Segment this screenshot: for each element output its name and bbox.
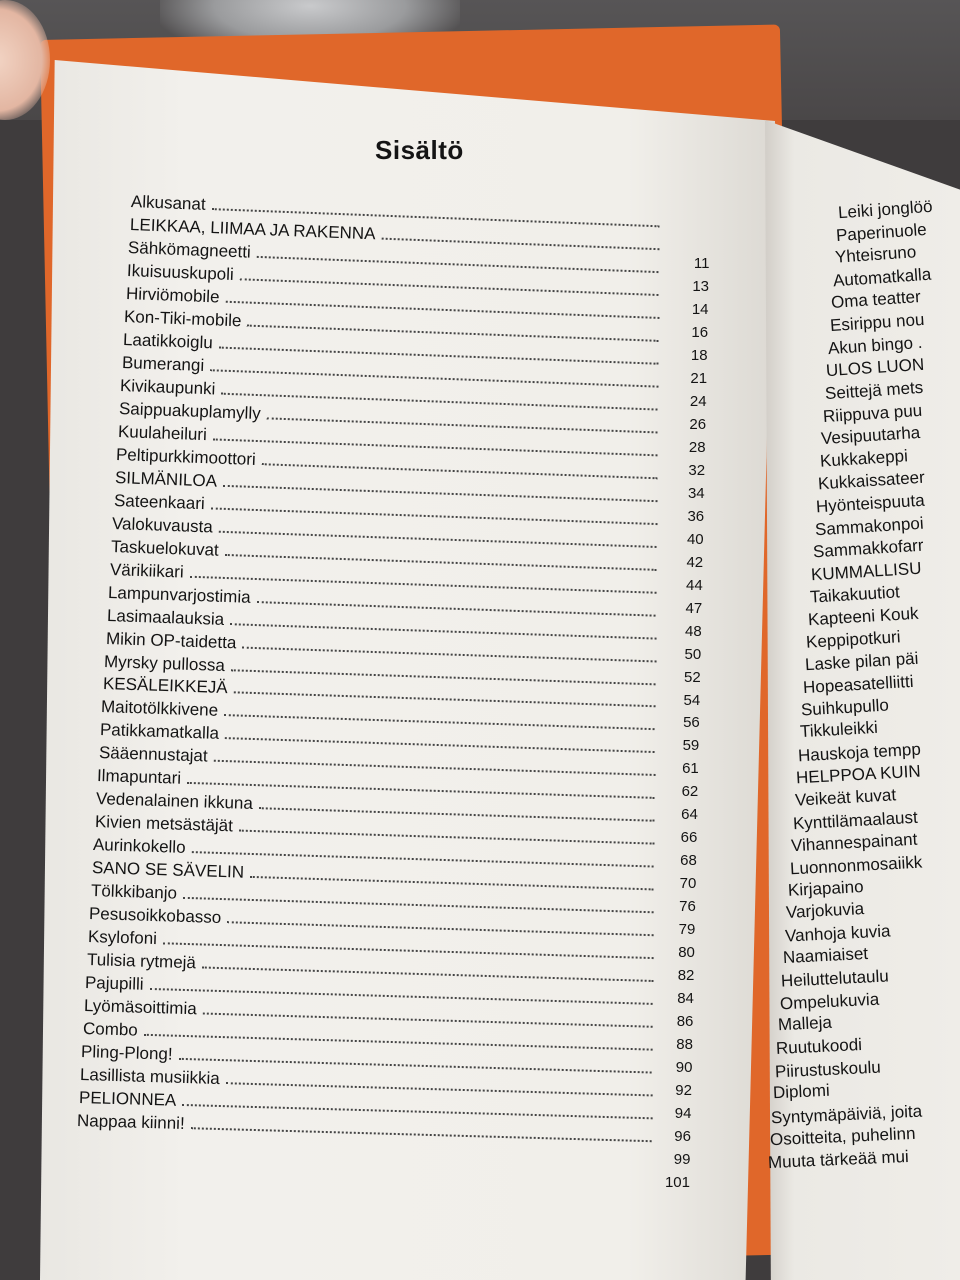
toc-entry-label: LEIKKAA, LIIMAA JA RAKENNA — [129, 214, 376, 244]
toc-page-number: 40 — [686, 530, 704, 548]
toc-entry-label: Combo — [82, 1019, 138, 1040]
right-toc-entry: Keppipotkuri — [805, 627, 902, 652]
toc-entry-label: Patikkamatkalla — [99, 720, 220, 744]
right-toc-entry: Varjokuvia — [785, 899, 865, 923]
right-toc-entry: Diplomi — [772, 1080, 831, 1103]
right-toc-entry: Hauskoja tempp — [797, 739, 922, 766]
toc-page-number: 66 — [680, 829, 698, 847]
toc-entry-label: Pesusoikkobasso — [89, 904, 222, 928]
toc-entry-label: Kon-Tiki-mobile — [123, 306, 243, 331]
right-toc-entry: Ompelukuvia — [779, 989, 880, 1014]
toc-page-number: 18 — [690, 346, 708, 364]
right-toc-entry: Yhteisruno — [834, 242, 917, 267]
toc-entry-label: Bumerangi — [121, 352, 205, 375]
right-toc-entry: Hyönteispuuta — [815, 490, 926, 517]
right-toc-entry: Vanhoja kuvia — [784, 921, 891, 946]
right-toc-entry: Riippuva puu — [822, 400, 923, 426]
right-toc-entry: Kirjapaino — [787, 876, 865, 900]
toc-page-number: 80 — [678, 944, 695, 962]
toc-page-number: 59 — [682, 737, 700, 755]
right-toc-entry: Naamiaiset — [782, 944, 869, 968]
right-toc-entry: Kynttilämaalaust — [792, 807, 919, 833]
right-toc-entry: Leiki jonglöö — [837, 196, 934, 223]
toc-entry-label: Sateenkaari — [113, 490, 205, 513]
toc-entry-label: Peltipurkkimoottori — [115, 444, 257, 469]
right-toc-entry: Akun bingo . — [827, 332, 924, 358]
right-toc-entry: Syntymäpäiviä, joita — [770, 1101, 923, 1128]
toc-entry-label: Tulisia rytmejä — [86, 950, 196, 973]
toc-page-number: 62 — [681, 783, 699, 801]
toc-page-number: 68 — [680, 852, 697, 870]
right-toc-entry: Esirippu nou — [829, 309, 925, 336]
toc-entry-label: Myrsky pullossa — [103, 651, 226, 675]
toc-entry-label: Tölkkibanjo — [90, 881, 178, 903]
right-toc-entry: ULOS LUON — [825, 355, 926, 381]
right-toc-entry: Taikakuutiot — [809, 581, 900, 607]
toc-entry-label: Ksylofoni — [87, 927, 158, 949]
toc-page-number: 92 — [675, 1082, 692, 1100]
toc-entry-label: Värikiikari — [109, 559, 184, 582]
toc-title: Sisältö — [375, 135, 464, 165]
toc-page-number: 11 — [693, 254, 710, 272]
toc-entry-label: Valokuvausta — [111, 513, 214, 537]
toc-entry-label: Lampunvarjostimia — [107, 582, 252, 607]
toc-page-number: 47 — [685, 599, 703, 617]
toc-page-number: 26 — [689, 415, 707, 433]
toc-page-number: 76 — [679, 898, 696, 916]
toc-page-number: 44 — [685, 576, 703, 594]
toc-entry-label: Pajupilli — [85, 973, 145, 994]
toc-entry-label: Maitotölkkivene — [101, 697, 219, 721]
right-toc-entry: Ruutukoodi — [775, 1034, 863, 1058]
toc-page-number: 48 — [685, 622, 702, 640]
toc-entry-label: SILMÄNILOA — [114, 467, 218, 491]
toc-entry-label: Sähkömagneetti — [127, 237, 252, 262]
right-toc-entry: Paperinuole — [835, 219, 928, 245]
toc-page-number: 94 — [674, 1105, 692, 1123]
right-toc-entry: Malleja — [777, 1013, 833, 1035]
right-toc-entry: Kukkakeppi — [819, 446, 909, 471]
toc-page-number: 79 — [678, 921, 696, 939]
right-toc-entry: Vesipuutarha — [820, 423, 922, 449]
toc-page-number: 54 — [683, 691, 701, 709]
right-toc-entry: HELPPOA KUIN — [795, 762, 922, 788]
toc-entry-label: Saippuakuplamylly — [118, 398, 261, 423]
right-toc-entry: Oma teatter — [830, 287, 922, 313]
toc-entry-label: Kivien metsästäjät — [94, 812, 233, 836]
toc-page-number: 14 — [691, 300, 709, 318]
toc-entry-label: Aurinkokello — [93, 835, 187, 858]
right-toc-entry: Automatkalla — [832, 264, 932, 291]
right-toc-entry: Sammakonpoi — [814, 513, 924, 539]
toc-entry-label: Pling-Plong! — [81, 1042, 174, 1064]
right-toc-entry: Seittejä mets — [824, 377, 924, 404]
toc-entry-label: Lasillista musiikkia — [79, 1065, 221, 1089]
toc-page-number: 24 — [689, 392, 707, 410]
right-toc-entry: Hopeasatelliitti — [802, 671, 914, 698]
toc-page-number: 64 — [681, 806, 698, 824]
toc-page-number: 101 — [664, 1174, 690, 1191]
toc-page-number: 28 — [688, 438, 706, 456]
toc-page-number: 42 — [686, 553, 704, 571]
right-toc-entry: Piirustuskoulu — [774, 1057, 881, 1081]
right-toc-entry: Kapteeni Kouk — [807, 603, 920, 630]
right-toc-entry: Heiluttelutaulu — [780, 966, 890, 991]
toc-entry-label: PELIONNEA — [78, 1088, 177, 1110]
toc-page-number: 56 — [683, 714, 700, 732]
toc-entry-label: Kuulaheiluri — [117, 421, 207, 444]
right-toc-entry: Veikeät kuvat — [794, 785, 897, 810]
toc-entry-label: Taskuelokuvat — [110, 536, 219, 560]
toc-page-number: 82 — [677, 967, 695, 985]
right-toc-entry: Vihannespainant — [790, 830, 919, 856]
toc-entry-label: Ilmapuntari — [97, 766, 182, 789]
right-toc-entry: Laske pilan päi — [804, 649, 919, 675]
right-toc-entry: Luonnonmosaiikk — [789, 852, 923, 879]
toc-entry-label: Kivikaupunki — [119, 375, 217, 399]
right-toc-entry: Muuta tärkeää mui — [767, 1146, 910, 1173]
toc-entry-label: Lyömäsoittimia — [83, 996, 198, 1019]
toc-entry-label: Sääennustajat — [98, 743, 208, 766]
toc-page-number: 52 — [684, 668, 701, 686]
right-toc-entry: Tikkuleikki — [799, 718, 878, 742]
toc-page-number: 61 — [682, 760, 699, 778]
toc-entry-label: Nappaa kiinni! — [77, 1111, 186, 1134]
toc-page-number: 96 — [674, 1128, 691, 1146]
right-toc-entry: KUMMALLISU — [810, 558, 923, 585]
toc-entry-label: SANO SE SÄVELIN — [91, 858, 245, 882]
right-toc-entry: Suihkupullo — [800, 695, 890, 720]
toc-page-number: 36 — [687, 507, 705, 525]
toc-entry-label: Lasimaalauksia — [106, 605, 225, 629]
toc-page-number: 86 — [676, 1013, 694, 1031]
right-toc-entry: Sammakkofarr — [812, 535, 924, 562]
right-toc-entry: Osoitteita, puhelinn — [769, 1124, 916, 1150]
toc-entry-label: Vedenalainen ikkuna — [95, 789, 254, 814]
toc-page-number: 13 — [692, 277, 710, 295]
toc-page-number: 21 — [690, 369, 708, 387]
toc-page-number: 50 — [684, 645, 702, 663]
toc-entry-label: Mikin OP-taidetta — [105, 628, 237, 652]
toc-page-number: 32 — [688, 461, 706, 479]
right-toc-entry: Kukkaissateer — [817, 468, 926, 494]
toc-entry-label: Hirviömobile — [125, 283, 220, 307]
toc-entry-label: Alkusanat — [130, 192, 207, 214]
toc-page-number: 70 — [679, 875, 697, 893]
toc-entry-label: KESÄLEIKKEJÄ — [102, 674, 228, 698]
toc-page-number: 88 — [676, 1036, 693, 1054]
toc-page-number: 90 — [675, 1059, 693, 1077]
toc-page-number: 34 — [687, 484, 705, 502]
toc-page-number: 84 — [677, 990, 694, 1008]
toc-entry-label: Laatikkoiglu — [122, 329, 214, 353]
toc-entry-label: Ikuisuuskupoli — [126, 260, 235, 284]
dot-leader — [191, 1127, 652, 1142]
toc-page-number: 99 — [673, 1151, 691, 1169]
toc-page-number: 16 — [691, 323, 709, 341]
